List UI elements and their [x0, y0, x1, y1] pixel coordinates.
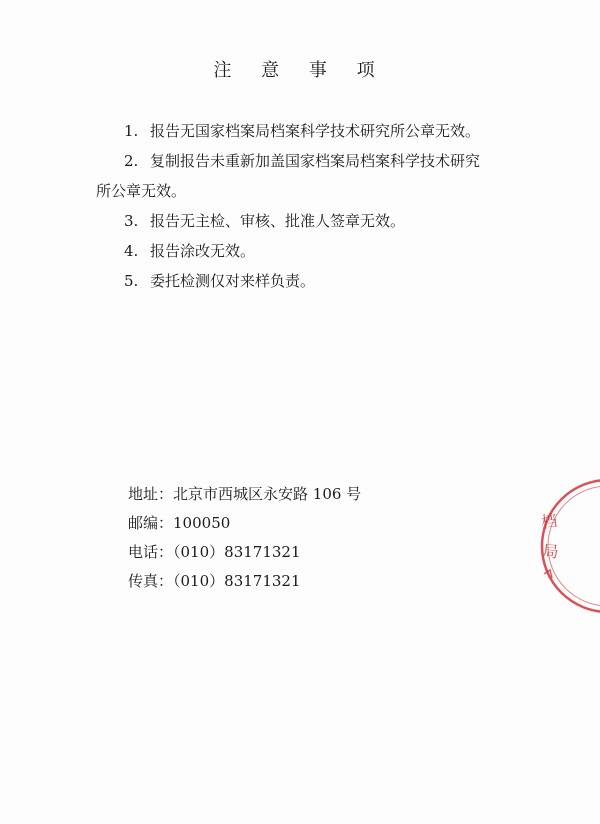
address-row: [128, 480, 361, 509]
postcode-label: 邮编：: [128, 514, 174, 532]
svg-text:局: 局: [541, 541, 560, 562]
seal-stamp-icon: [530, 478, 600, 618]
official-seal-partial: [530, 478, 600, 618]
note-number: 1.: [124, 122, 139, 140]
note-item: [96, 206, 516, 236]
note-item: [96, 146, 516, 206]
note-text: 报告无主检、审核、批准人签章无效。: [150, 212, 406, 230]
note-number: 4.: [124, 242, 139, 260]
postcode-value: 100050: [173, 514, 231, 532]
notes-list: [96, 116, 516, 296]
note-text: 委托检测仅对来样负责。: [150, 272, 316, 290]
note-item: [96, 236, 516, 266]
note-item: [96, 116, 516, 146]
note-number: 5.: [124, 272, 139, 290]
page-title: 注 意 事 项: [213, 60, 387, 81]
postcode-row: [128, 509, 361, 538]
phone-label: 电话：: [128, 543, 174, 561]
note-number: 2.: [124, 152, 139, 170]
contact-block: [128, 480, 361, 596]
note-text: 报告涂改无效。: [150, 242, 256, 260]
note-number: 3.: [124, 212, 139, 230]
address-label: 地址：: [128, 485, 174, 503]
phone-value: （010）83171321: [173, 543, 301, 561]
note-text-continued: 所公章无效。: [96, 182, 187, 200]
note-text: 报告无国家档案局档案科学技术研究所公章无效。: [150, 122, 481, 140]
address-value: 北京市西城区永安路 106 号: [173, 485, 362, 503]
note-text: 复制报告未重新加盖国家档案局档案科学技术研究: [150, 152, 481, 170]
svg-text:档: 档: [539, 510, 559, 532]
note-item: [96, 266, 516, 296]
fax-label: 传真：: [128, 572, 174, 590]
fax-value: （010）83171321: [173, 572, 301, 590]
phone-row: [128, 538, 361, 567]
fax-row: [128, 567, 361, 596]
